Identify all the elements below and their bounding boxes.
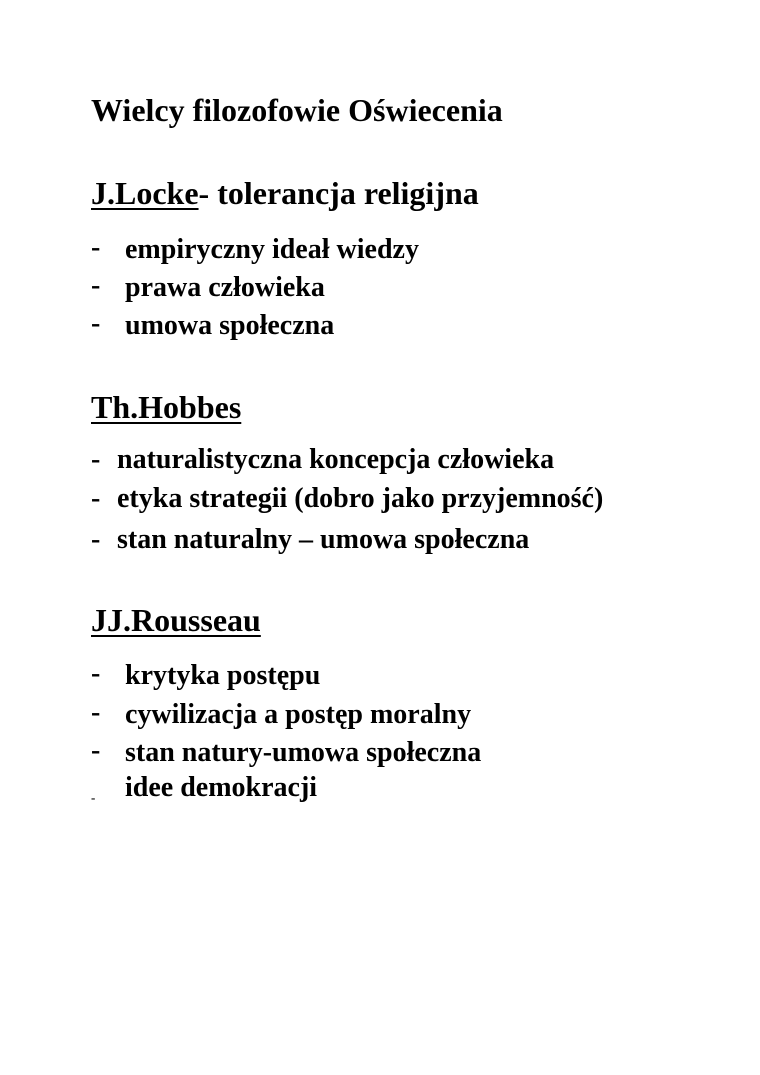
list-item xyxy=(91,699,591,733)
list-item xyxy=(91,524,671,558)
page-title: Wielcy filozofowie Oświecenia xyxy=(91,92,503,128)
list-item xyxy=(91,737,591,771)
list-item-text: etyka strategii (dobro jako przyjemność) xyxy=(117,483,604,514)
bullet-dash: - xyxy=(91,308,101,339)
bullet-dash: - xyxy=(91,270,101,301)
bullet-dash: - xyxy=(91,524,101,555)
list-item xyxy=(91,310,591,344)
list-item-text: stan naturalny – umowa społeczna xyxy=(117,524,530,555)
bullet-dash: - xyxy=(91,697,101,728)
list-item-text: prawa człowieka xyxy=(125,272,325,303)
philosopher-name: Th.Hobbes xyxy=(91,389,242,425)
list-item xyxy=(91,772,591,806)
philosopher-name: JJ.Rousseau xyxy=(91,602,261,638)
bullet-dash: - xyxy=(91,658,101,689)
philosopher-name: J.Locke xyxy=(91,175,199,211)
list-item-text: empiryczny ideał wiedzy xyxy=(125,234,419,265)
bullet-dash: - xyxy=(91,444,101,475)
bullet-dash: - xyxy=(91,735,101,766)
bullet-dash: - xyxy=(91,232,101,263)
list-item-text: cywilizacja a postęp moralny xyxy=(125,699,472,730)
section-heading-rousseau xyxy=(91,602,261,639)
list-item xyxy=(91,660,591,694)
heading-suffix: - tolerancja religijna xyxy=(198,175,479,211)
bullet-dash: - xyxy=(91,483,101,514)
section-heading-locke xyxy=(91,175,479,212)
section-heading-hobbes xyxy=(91,389,241,426)
list-item xyxy=(91,483,671,517)
list-item-text: stan natury-umowa społeczna xyxy=(125,737,482,768)
list-item xyxy=(91,234,591,268)
list-item-text: umowa społeczna xyxy=(125,310,335,341)
list-item xyxy=(91,272,591,306)
list-item xyxy=(91,444,671,478)
list-item-text: krytyka postępu xyxy=(125,660,321,691)
list-item-text: naturalistyczna koncepcja człowieka xyxy=(117,444,555,475)
bullet-dash: - xyxy=(91,790,96,805)
list-item-text: idee demokracji xyxy=(125,772,318,803)
